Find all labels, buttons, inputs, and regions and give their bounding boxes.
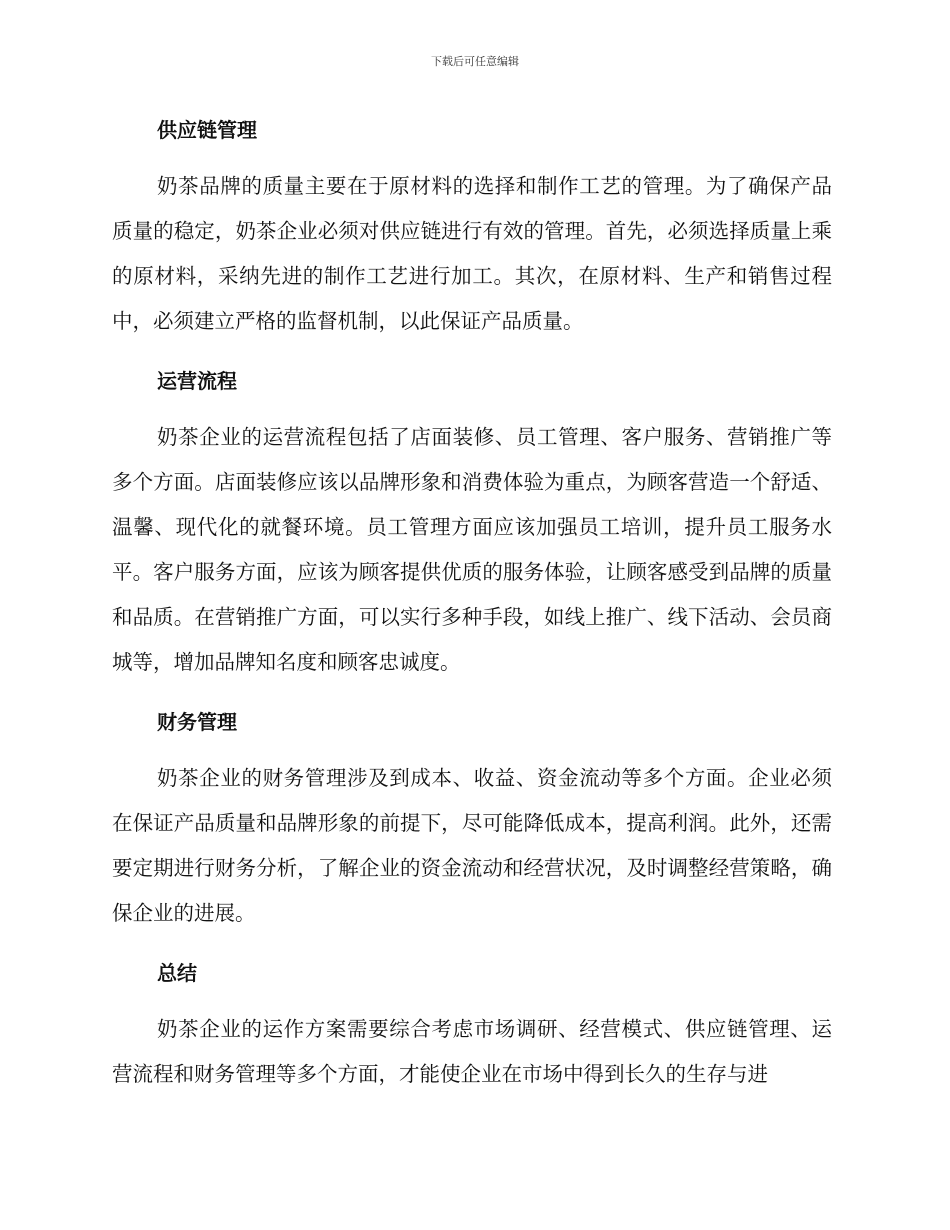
section-supply-chain <box>112 108 832 344</box>
section-paragraph: 奶茶企业的运营流程包括了店面装修、员工管理、客户服务、营销推广等多个方面。店面装修应该以品牌形象和消费体验为重点，为顾客营造一个舒适、温馨、现代化的就餐环境。员工管理方面应该加强员工培训，提升员工服务水平。客户服务方面，应该为顾客提供优质的服务体验，让顾客感受到品牌的质量和品质。在营销推广方面，可以实行多种手段，如线上推广、线下活动、会员商城等，增加品牌知名度和顾客忠诚度。 <box>112 425 832 674</box>
section-paragraph: 奶茶企业的财务管理涉及到成本、收益、资金流动等多个方面。企业必须在保证产品质量和品牌形象的前提下，尽可能降低成本，提高利润。此外，还需要定期进行财务分析，了解企业的资金流动和经营状况，及时调整经营策略，确保企业的进展。 <box>112 766 832 925</box>
section-summary <box>112 951 832 1097</box>
document-body <box>112 108 832 1112</box>
section-heading: 总结 <box>157 961 197 985</box>
section-heading: 运营流程 <box>157 369 237 393</box>
page-header: 下载后可任意编辑 <box>431 55 519 68</box>
section-paragraph: 奶茶企业的运作方案需要综合考虑市场调研、经营模式、供应链管理、运营流程和财务管理等多个方面，才能使企业在市场中得到长久的生存与进 <box>112 1017 832 1086</box>
section-operations <box>112 359 832 685</box>
section-heading: 财务管理 <box>157 710 237 734</box>
section-heading: 供应链管理 <box>157 118 257 142</box>
section-finance <box>112 700 832 936</box>
section-paragraph: 奶茶品牌的质量主要在于原材料的选择和制作工艺的管理。为了确保产品质量的稳定，奶茶企业必须对供应链进行有效的管理。首先，必须选择质量上乘的原材料，采纳先进的制作工艺进行加工。其次，在原材料、生产和销售过程中，必须建立严格的监督机制，以此保证产品质量。 <box>112 174 832 333</box>
